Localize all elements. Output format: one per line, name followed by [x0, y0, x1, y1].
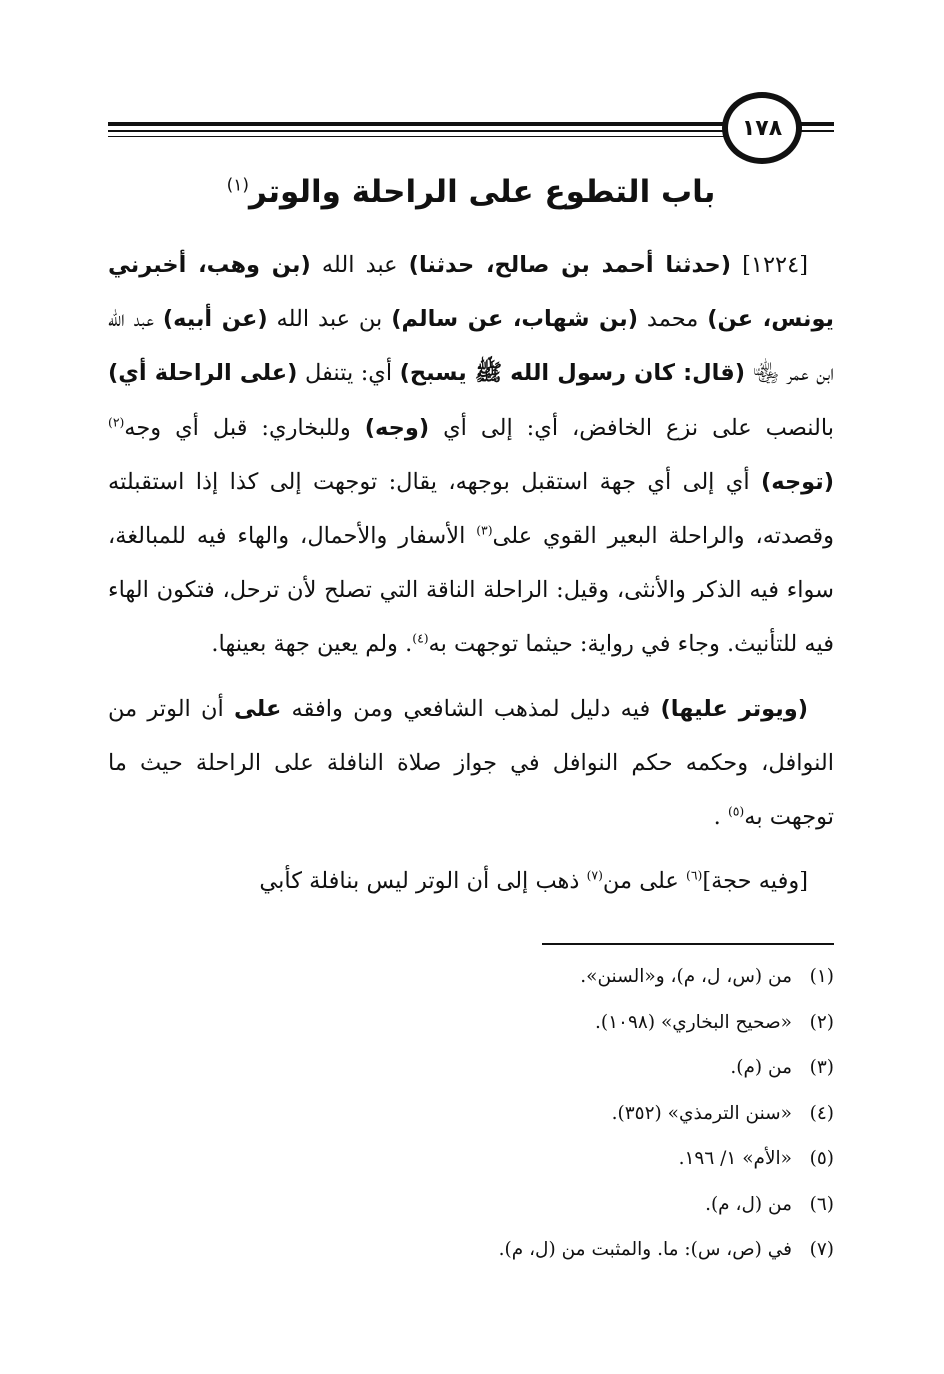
hadith-number: [١٢٢٤] — [731, 252, 808, 278]
hadith-text: (بن وهب، أخبرني يونس، عن) — [108, 252, 835, 333]
footnote-ref: (٢) — [108, 415, 125, 430]
footnote — [300, 1091, 834, 1137]
commentary-text: . ولم يعين جهة بعينها. — [211, 631, 413, 658]
commentary-text: بن عبد الله — [267, 306, 392, 333]
footnote-number: (٢) — [809, 1011, 834, 1033]
footnote-text: «صحيح البخاري» (١٠٩٨). — [594, 1011, 792, 1033]
header-rule — [800, 130, 834, 132]
footnote-ref: (٤) — [412, 631, 429, 646]
paragraph — [108, 854, 834, 908]
footnote — [300, 1045, 834, 1091]
header-rule — [800, 122, 834, 126]
header-rule — [108, 136, 728, 137]
footnote-number: (٤) — [809, 1102, 834, 1124]
commentary-text: الأسفار والأحمال، والهاء فيه للمبالغة، سواء فيه الذكر والأنثى، وقيل: الراحلة الناقة التي تصلح لأن ترحل، فتكون الهاء فيه للتأنيث. وجاء في رواية: حيثما توجهت به — [108, 523, 834, 658]
footnote-text: «الأم» ١/ ١٩٦. — [678, 1148, 792, 1169]
footnote — [300, 1136, 834, 1182]
hadith-text: (وجه) — [364, 414, 430, 441]
commentary-text: وللبخاري: قبل أي وجه — [124, 414, 365, 441]
footnote-ref: (١) — [226, 175, 250, 196]
hadith-text: (على الراحلة أي) — [108, 360, 298, 387]
footnote-text: «سنن الترمذي» (٣٥٢). — [611, 1102, 792, 1124]
hadith-text: على — [234, 695, 282, 722]
hadith-text: (عن أبيه) — [162, 306, 268, 333]
footnote — [300, 1000, 834, 1046]
hadith-text: (بن شهاب، عن سالم) — [391, 306, 639, 333]
hadith-text: (حدثنا أحمد بن صالح، حدثنا) — [408, 252, 731, 278]
footnote — [300, 954, 834, 1000]
chapter-title-text: باب التطوع على الراحلة والوتر — [249, 174, 716, 210]
commentary-text: بالنصب على نزع الخافض، أي: إلى أي — [429, 414, 834, 441]
page-number: ١٧٨ — [741, 115, 783, 141]
footnote-ref: (٧) — [586, 868, 603, 883]
commentary-text: ذهب إلى أن الوتر ليس بنافلة كأبي — [259, 868, 587, 895]
hadith-text: (ويوتر عليها) — [660, 695, 808, 722]
footnotes-list — [300, 954, 834, 1273]
footnote-number: (٦) — [809, 1193, 834, 1215]
commentary-text: أي: يتنفل — [297, 360, 400, 387]
header-rule — [108, 130, 728, 132]
header-rule — [108, 122, 728, 126]
footnote-number: (٥) — [809, 1148, 834, 1169]
hadith-text: (توجه) — [761, 468, 834, 495]
commentary-text: . — [713, 804, 728, 831]
footnote-text: من (س، ل، م)، و«السنن». — [580, 966, 792, 987]
commentary-text: أن الوتر من النوافل، وحكمه حكم النوافل في جواز صلاة النافلة على الراحلة حيث ما توجهت به — [108, 695, 834, 831]
commentary-text: على من — [602, 868, 687, 895]
commentary-text: فيه دليل لمذهب الشافعي ومن وافقه — [281, 695, 661, 722]
footnote — [300, 1182, 834, 1228]
commentary-text: أي إلى أي جهة استقبل بوجهه، يقال: توجهت إلى كذا إذا استقبلته وقصدته، والراحلة البعير القوي على — [108, 468, 834, 550]
commentary-text: عبد الله ابن عمر ﵄ — [108, 306, 835, 387]
footnote-text: من (م). — [730, 1057, 792, 1078]
footnote — [300, 1227, 834, 1273]
footnote-text: من (ل، م). — [705, 1193, 792, 1215]
footnote-ref: (٥) — [727, 804, 745, 819]
main-text — [108, 238, 834, 918]
page-number-badge — [722, 92, 802, 164]
chapter-title — [108, 168, 834, 216]
footnote-number: (٧) — [809, 1239, 834, 1260]
footnote-number: (٣) — [809, 1057, 834, 1078]
footnote-number: (١) — [809, 966, 834, 987]
paragraph — [108, 238, 834, 672]
commentary-text: محمد — [638, 306, 708, 333]
footnote-ref: (٦) — [686, 868, 703, 883]
footnote-ref: (٣) — [476, 523, 493, 538]
hadith-text: (قال: كان رسول الله ﷺ يسبح) — [399, 360, 746, 387]
paragraph — [108, 682, 834, 845]
commentary-text: [وفيه حجة] — [702, 868, 808, 895]
commentary-text: عبد الله — [310, 252, 409, 278]
footnote-separator — [542, 943, 834, 945]
footnote-text: في (ص، س): ما. والمثبت من (ل، م). — [498, 1239, 792, 1260]
